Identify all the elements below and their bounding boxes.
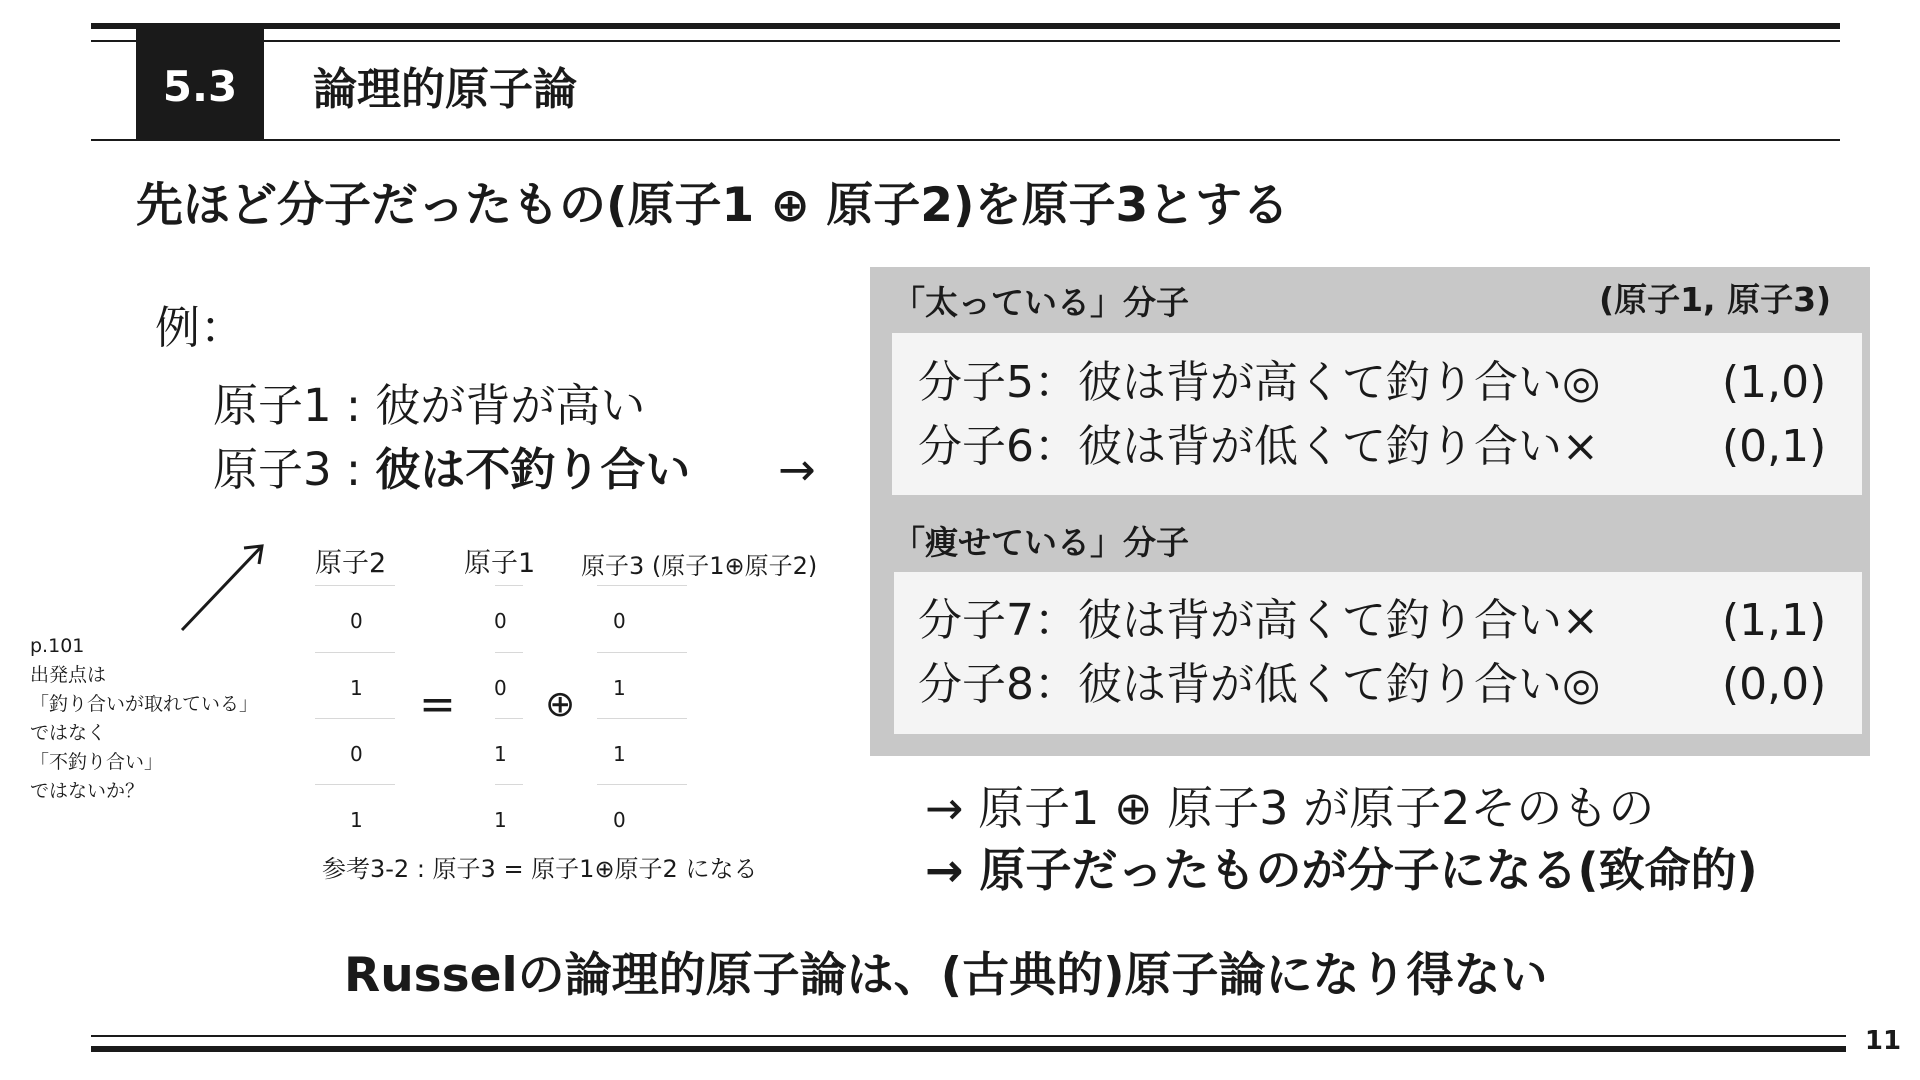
table-line (315, 784, 395, 785)
footer-rule-thick (91, 1046, 1846, 1052)
header-rule-thick (91, 23, 1840, 29)
equals-sign: = (419, 679, 456, 730)
table-line (597, 718, 687, 719)
header-rule-bottom (91, 139, 1840, 141)
oplus-sign: ⊕ (545, 684, 576, 725)
table-line (495, 585, 523, 586)
table-header-atom3: 原子3 (原子1⊕原子2) (581, 552, 818, 580)
table-line (495, 652, 523, 653)
table-cell: 1 (350, 676, 363, 700)
atom3-name: 原子3 : (213, 443, 376, 496)
table-line (597, 585, 687, 586)
diagonal-arrow-icon (170, 530, 280, 640)
table-line (315, 652, 395, 653)
group1-title: 「太っている」分子 (892, 283, 1189, 322)
molecule-5-value: (1,0) (1722, 357, 1827, 408)
table-cell: 0 (350, 609, 363, 633)
section-title: 論理的原子論 (313, 64, 577, 115)
conclusion-line-2: → 原子だったものが分子になる(致命的) (925, 843, 1758, 897)
conclusion-line-1: → 原子1 ⊕ 原子3 が原子2そのもの (925, 781, 1655, 835)
table-header-atom1: 原子1 (464, 548, 536, 579)
molecule-8-text: 分子8：彼は背が低くて釣り合い◎ (918, 659, 1601, 710)
molecule-8-value: (0,0) (1722, 659, 1827, 710)
group2-title: 「痩せている」分子 (892, 523, 1189, 562)
table-line (495, 718, 523, 719)
table-line (315, 718, 395, 719)
molecule-6-text: 分子6：彼は背が低くて釣り合い× (918, 421, 1599, 472)
lead-statement: 先ほど分子だったもの(原子1 ⊕ 原子2)を原子3とする (136, 178, 1290, 233)
section-number: 5.3 (162, 62, 238, 111)
table-cell: 0 (613, 808, 626, 832)
page-number: 11 (1864, 1026, 1902, 1056)
example-label: 例： (155, 301, 246, 354)
molecule-6-value: (0,1) (1722, 421, 1827, 472)
table-cell: 1 (613, 676, 626, 700)
atom3-text: 彼は不釣り合い (375, 443, 691, 496)
table-cell: 0 (350, 742, 363, 766)
atom1-name: 原子1 : (213, 379, 376, 432)
table-line (495, 784, 523, 785)
molecule-7-text: 分子7：彼は背が高くて釣り合い× (918, 595, 1599, 646)
side-note: p.101 出発点は 「釣り合いが取れている」 ではなく 「不釣り合い」 ではないか？ (30, 635, 259, 802)
table-cell: 1 (494, 808, 507, 832)
table-header-atom2: 原子2 (315, 548, 387, 579)
table-cell: 0 (494, 676, 507, 700)
group1-atoms: (原子1, 原子3) (1599, 280, 1832, 319)
example-arrow: → (778, 443, 816, 496)
final-statement: Russelの論理的原子論は、(古典的)原子論になり得ない (344, 948, 1548, 1003)
table-line (315, 585, 395, 586)
table-line (597, 784, 687, 785)
example-line-atom3 (213, 442, 690, 498)
table-caption: 参考3-2 : 原子3 = 原子1⊕原子2 になる (322, 855, 758, 883)
table-line (597, 652, 687, 653)
table-cell: 1 (613, 742, 626, 766)
table-cell: 1 (494, 742, 507, 766)
footer-rule-thin (91, 1035, 1846, 1037)
atom1-text: 彼が背が高い (375, 379, 646, 432)
molecule-7-value: (1,1) (1722, 595, 1827, 646)
table-cell: 0 (613, 609, 626, 633)
example-line-atom1 (213, 378, 645, 434)
header-rule-thin (91, 40, 1840, 42)
table-cell: 0 (494, 609, 507, 633)
table-cell: 1 (350, 808, 363, 832)
molecule-5-text: 分子5：彼は背が高くて釣り合い◎ (918, 357, 1601, 408)
